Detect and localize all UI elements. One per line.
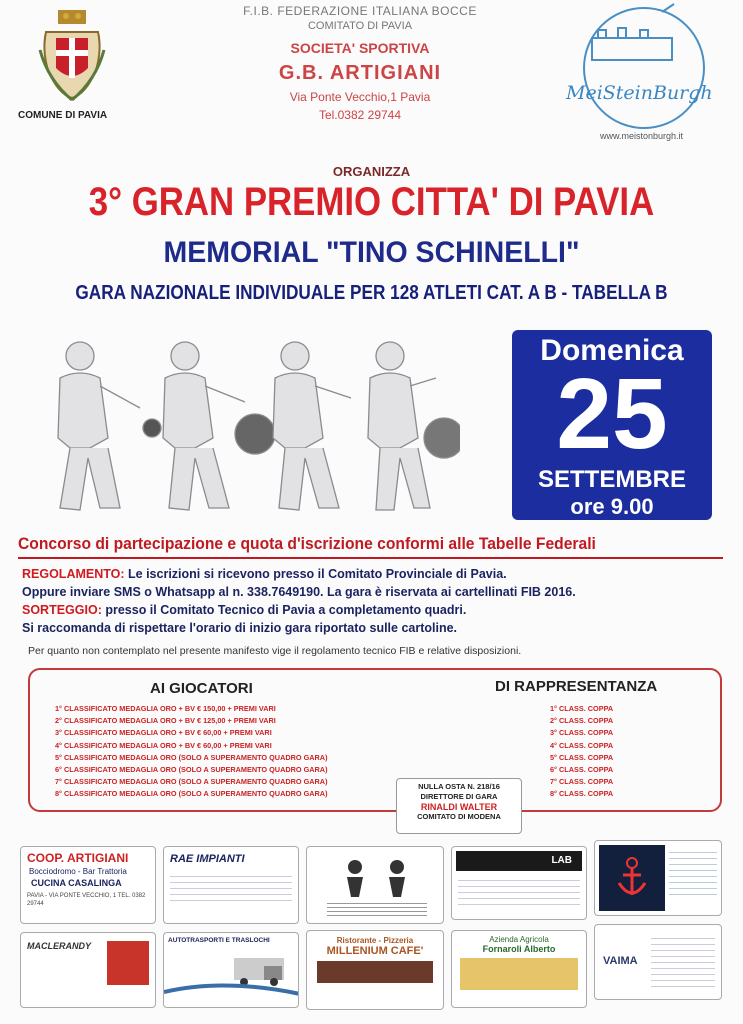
sponsor-subtitle: Bocciodromo - Bar Trattoria: [29, 867, 127, 876]
sponsor-name: COOP. ARTIGIANI: [27, 851, 129, 865]
prize-item: 4° CLASSIFICATO MEDAGLIA ORO + BV € 60,00 + PREMI VARI: [55, 740, 272, 750]
representation-prize-list: [550, 703, 613, 801]
sponsor-text-block: [651, 933, 715, 987]
coppa-item: 6° CLASS. COPPA: [550, 765, 614, 775]
prize-item: 5° CLASSIFICATO MEDAGLIA ORO (SOLO A SUPERAMENTO QUADRO GARA): [55, 752, 328, 762]
players-prizes-title: AI GIOCATORI: [150, 680, 253, 697]
sponsor-text-block: [170, 871, 292, 901]
representation-prizes-title: DI RAPPRESENTANZA: [495, 678, 658, 695]
sponsor-vaima: [594, 924, 722, 1000]
direttore-label: DIRETTORE DI GARA: [420, 792, 498, 801]
sponsor-rae-impianti: [163, 846, 299, 924]
coppa-item: 4° CLASS. COPPA: [550, 740, 614, 750]
prize-item: 3° CLASSIFICATO MEDAGLIA ORO + BV € 60,00 + PREMI VARI: [55, 728, 272, 738]
prize-item: 7° CLASSIFICATO MEDAGLIA ORO (SOLO A SUPERAMENTO QUADRO GARA): [55, 777, 328, 787]
truck-icon: [164, 948, 299, 998]
pavia-crest-icon: [38, 10, 106, 102]
sponsor-name: Ristorante - Pizzeria: [336, 936, 414, 945]
sponsor-url: www.meistonburgh.it: [600, 131, 684, 141]
nulla-osta-number: NULLA OSTA N. 218/16: [418, 782, 500, 791]
club-phone: Tel.0382 29744: [318, 108, 402, 122]
meisteinburgh-logo: [562, 0, 732, 130]
sponsor-fornaroli: [451, 930, 587, 1008]
sponsor-name: RAE IMPIANTI: [170, 853, 245, 865]
sponsor-millenium-cafe: [306, 930, 444, 1010]
prize-item: 8° CLASSIFICATO MEDAGLIA ORO (SOLO A SUPERAMENTO QUADRO GARA): [55, 789, 328, 799]
divider: [18, 557, 723, 559]
date-time: ore 9.00: [570, 494, 654, 519]
organizza-label: ORGANIZZA: [332, 164, 411, 179]
regolamento-label: REGOLAMENTO:: [22, 567, 125, 581]
sorteggio-label: SORTEGGIO:: [22, 603, 102, 617]
sponsor-image: [460, 958, 578, 990]
regolamento-line: [22, 567, 507, 581]
sponsor-image: [317, 961, 433, 983]
coppa-item: 7° CLASS. COPPA: [550, 777, 614, 787]
sponsor-maclerandy: [20, 932, 156, 1008]
concorso-heading: Concorso di partecipazione e quota d'iscrizione conformi alle Tabelle Federali: [18, 534, 596, 553]
meisteinburgh-wordmark: MeiSteinBurgh: [566, 82, 713, 104]
regolamento-text: Le iscrizioni si ricevono presso il Comitato Provinciale di Pavia.: [124, 567, 507, 581]
sponsor-name: AUTOTRASPORTI E TRASLOCHI: [168, 937, 270, 944]
sponsor-autotrasporti: [163, 932, 299, 1008]
date-box: [512, 330, 712, 520]
sorteggio-text: presso il Comitato Tecnico di Pavia a completamento quadri.: [101, 603, 467, 617]
coppa-item: 3° CLASS. COPPA: [550, 728, 614, 738]
sponsor-subtitle-2: CUCINA CASALINGA: [31, 878, 122, 888]
orario-line: Si raccomanda di rispettare l'orario di inizio gara riportato sulle cartoline.: [22, 621, 458, 635]
coppa-item: 8° CLASS. COPPA: [550, 789, 614, 799]
sms-line: Oppure inviare SMS o Whatsapp al n. 338.7649190. La gara è riservata ai cartellinati FIB 2016.: [22, 585, 576, 599]
players-prize-list: [55, 703, 328, 801]
club-name: G.B. ARTIGIANI: [278, 62, 442, 84]
nulla-osta-box: [396, 778, 522, 834]
prize-item: 1° CLASSIFICATO MEDAGLIA ORO + BV € 150,00 + PREMI VARI: [55, 704, 276, 713]
sorteggio-line: [22, 603, 466, 617]
regolamento-note: Per quanto non contemplato nel presente manifesto vige il regolamento tecnico FIB e relative disposizioni.: [28, 645, 522, 657]
bocce-players-illustration: [40, 328, 460, 518]
event-title: 3° GRAN PREMIO CITTA' DI PAVIA: [88, 180, 655, 224]
prize-item: 6° CLASSIFICATO MEDAGLIA ORO (SOLO A SUPERAMENTO QUADRO GARA): [55, 765, 328, 775]
comitato-modena: COMITATO DI MODENA: [417, 812, 501, 821]
anchor-icon-box: [599, 845, 665, 911]
coppa-item: 2° CLASS. COPPA: [550, 716, 614, 726]
societa-line: SOCIETA' SPORTIVA: [290, 40, 430, 56]
coppa-item: 1° CLASS. COPPA: [550, 704, 614, 713]
sponsor-name: VAIMA: [603, 955, 638, 967]
date-day-name: Domenica: [540, 334, 684, 367]
gara-subtitle: GARA NAZIONALE INDIVIDUALE PER 128 ATLETI CAT. A B - TABELLA B: [75, 282, 668, 304]
sponsor-coop-artigiani: [20, 846, 156, 924]
sponsor-name: LAB: [456, 851, 582, 871]
bocce-players-icon: [307, 847, 444, 924]
sponsor-name-2: Fornaroli Alberto: [482, 944, 556, 954]
coppa-item: 5° CLASS. COPPA: [550, 752, 614, 762]
sponsor-bocce-club: [306, 846, 444, 924]
prize-item: 2° CLASSIFICATO MEDAGLIA ORO + BV € 125,00 + PREMI VARI: [55, 716, 276, 726]
sponsor-image: [107, 941, 149, 985]
sponsor-name: Azienda Agricola: [489, 935, 549, 944]
sponsor-name-2: MILLENIUM CAFE': [326, 945, 424, 957]
anchor-icon: [599, 845, 665, 911]
sponsor-address: PAVIA - VIA PONTE VECCHIO, 1 TEL. 0382 29744: [27, 893, 146, 907]
comune-label: COMUNE DI PAVIA: [18, 110, 108, 121]
direttore-name: RINALDI WALTER: [420, 802, 498, 812]
sponsor-text-block: [669, 847, 717, 897]
sponsor-anchor: [594, 840, 722, 916]
comitato-line: COMITATO DI PAVIA: [307, 20, 413, 32]
memorial-title: MEMORIAL "TINO SCHINELLI": [163, 236, 580, 269]
sponsor-text-block: [458, 875, 580, 905]
fib-line: F.I.B. FEDERAZIONE ITALIANA BOCCE: [243, 4, 477, 18]
sponsor-name: MACLERANDY: [27, 941, 91, 951]
club-address: Via Ponte Vecchio,1 Pavia: [289, 90, 431, 104]
date-month: SETTEMBRE: [537, 466, 686, 493]
date-day-number: 25: [556, 358, 668, 470]
sponsor-lab: [451, 846, 587, 920]
